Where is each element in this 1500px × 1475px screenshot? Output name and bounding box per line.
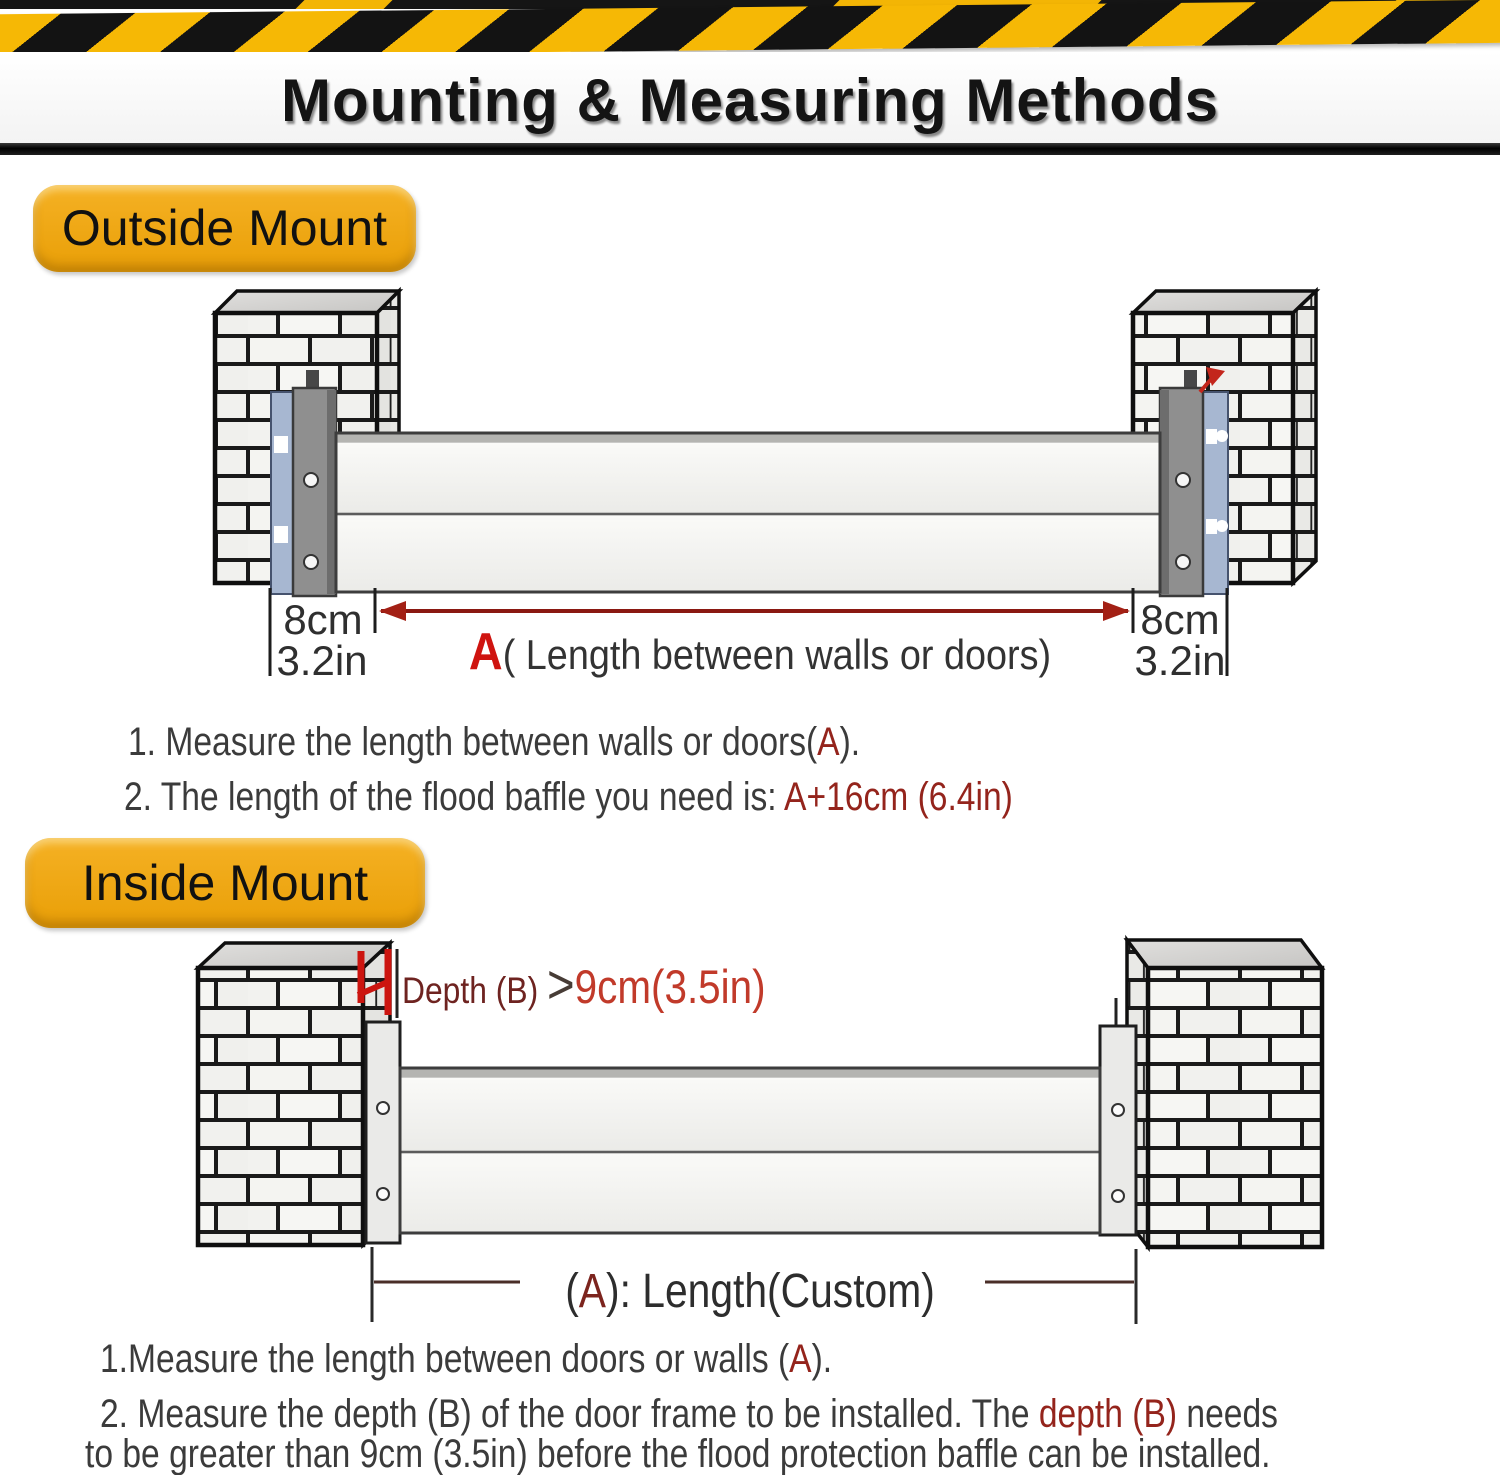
- channel-bracket-right: [1100, 998, 1136, 1235]
- flood-baffle-inside: [400, 1068, 1100, 1233]
- inside-step1-end: ).: [811, 1337, 833, 1381]
- inside-mount-badge: Inside Mount: [25, 838, 425, 928]
- span-measure-arrow: [379, 601, 1130, 621]
- inside-step1-highlight: A: [789, 1337, 812, 1381]
- inside-step2-highlight: depth (B): [1038, 1392, 1178, 1436]
- outside-step-1: [128, 720, 860, 765]
- channel-bracket-left: [366, 1022, 400, 1243]
- inside-step2-text: 2. Measure the depth (B) of the door frame to be installed. The: [100, 1392, 1039, 1436]
- brick-pillar-right-inside: [1127, 940, 1322, 1247]
- depth-annotation: [402, 952, 766, 1016]
- right-width-in-label: 3.2in: [1134, 637, 1226, 684]
- mount-bracket-left: [271, 370, 336, 596]
- outside-step2-highlight: A+16cm (6.4in): [784, 775, 1013, 819]
- flood-baffle-outside: [336, 433, 1160, 592]
- length-label-open: (: [565, 1265, 579, 1318]
- span-a-letter: A: [468, 623, 503, 681]
- depth-label: Depth (B): [402, 970, 548, 1011]
- depth-value: 9cm(3.5in): [574, 960, 766, 1013]
- span-length-label: [418, 622, 1102, 682]
- inside-step2-end: needs: [1177, 1392, 1278, 1436]
- outside-mount-badge: Outside Mount: [33, 185, 416, 272]
- outside-step2-text: 2. The length of the flood baffle you need is:: [124, 775, 785, 819]
- inside-step-2-line2: to be greater than 9cm (3.5in) before the flood protection baffle can be installed.: [85, 1432, 1271, 1475]
- length-label-rest: ): Length(Custom): [606, 1265, 935, 1318]
- page-title: Mounting & Measuring Methods: [281, 67, 1219, 134]
- inside-step-2: [100, 1392, 1278, 1437]
- span-text: ( Length between walls or doors): [502, 631, 1052, 678]
- greater-than-sign: >: [547, 953, 575, 1015]
- right-width-cm-label: 8cm: [1140, 596, 1220, 643]
- left-width-in-label: 3.2in: [276, 637, 368, 684]
- length-custom-label: [495, 1264, 1005, 1319]
- outside-step-2: [124, 775, 1013, 820]
- outside-step1-end: ).: [839, 720, 861, 764]
- outside-step1-highlight: A: [817, 720, 840, 764]
- length-a-letter: A: [578, 1265, 607, 1318]
- outside-step1-text: 1. Measure the length between walls or doors(: [128, 720, 818, 764]
- inside-step-1: [100, 1337, 832, 1382]
- inside-step1-text: 1.Measure the length between doors or walls (: [100, 1337, 790, 1381]
- left-width-cm-label: 8cm: [283, 596, 363, 643]
- mount-bracket-right: [1160, 367, 1228, 596]
